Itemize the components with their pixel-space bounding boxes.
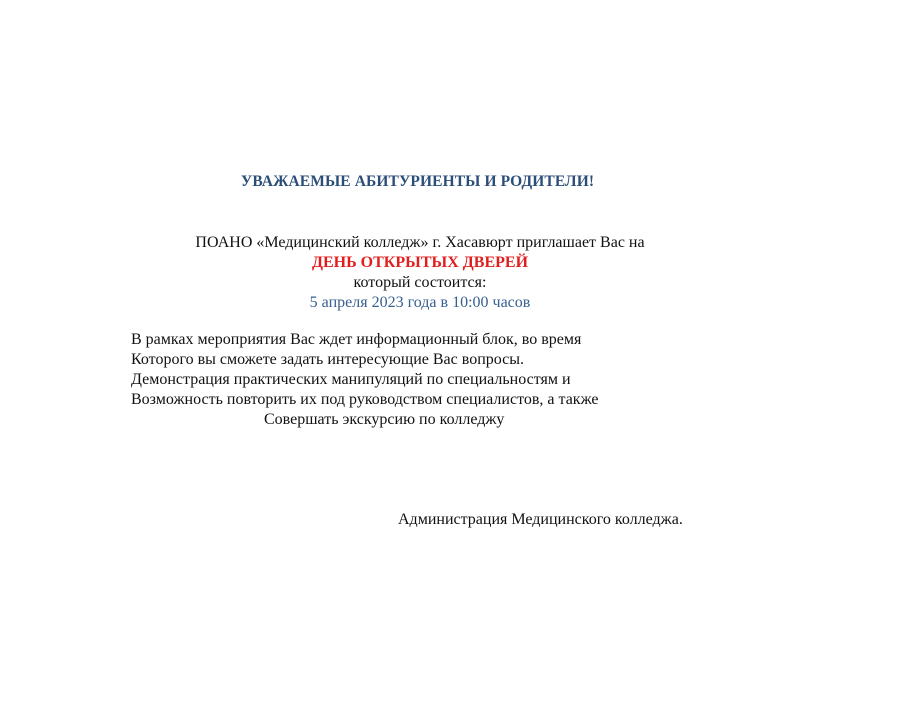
description-line: Демонстрация практических манипуляций по специальностям и <box>131 371 571 388</box>
description-line: В рамках мероприятия Вас ждет информационный блок, во время <box>131 331 582 348</box>
signature: Администрация Медицинского колледжа. <box>398 511 683 528</box>
description-line: Совершать экскурсию по колледжу <box>264 411 505 428</box>
description-line: Возможность повторить их под руководством специалистов, а также <box>131 391 599 408</box>
invitation-block <box>160 233 680 313</box>
description-line: Которого вы сможете задать интересующие Вас вопросы. <box>131 351 524 368</box>
document-heading: УВАЖАЕМЫЕ АБИТУРИЕНТЫ И РОДИТЕЛИ! <box>240 173 595 190</box>
event-description <box>131 330 599 430</box>
event-intro-line: который состоится: <box>353 274 487 291</box>
invitation-line: ПОАНО «Медицинский колледж» г. Хасавюрт приглашает Вас на <box>195 234 645 251</box>
event-title: ДЕНЬ ОТКРЫТЫХ ДВЕРЕЙ <box>311 254 529 271</box>
event-date: 5 апреля 2023 года в 10:00 часов <box>309 294 531 311</box>
